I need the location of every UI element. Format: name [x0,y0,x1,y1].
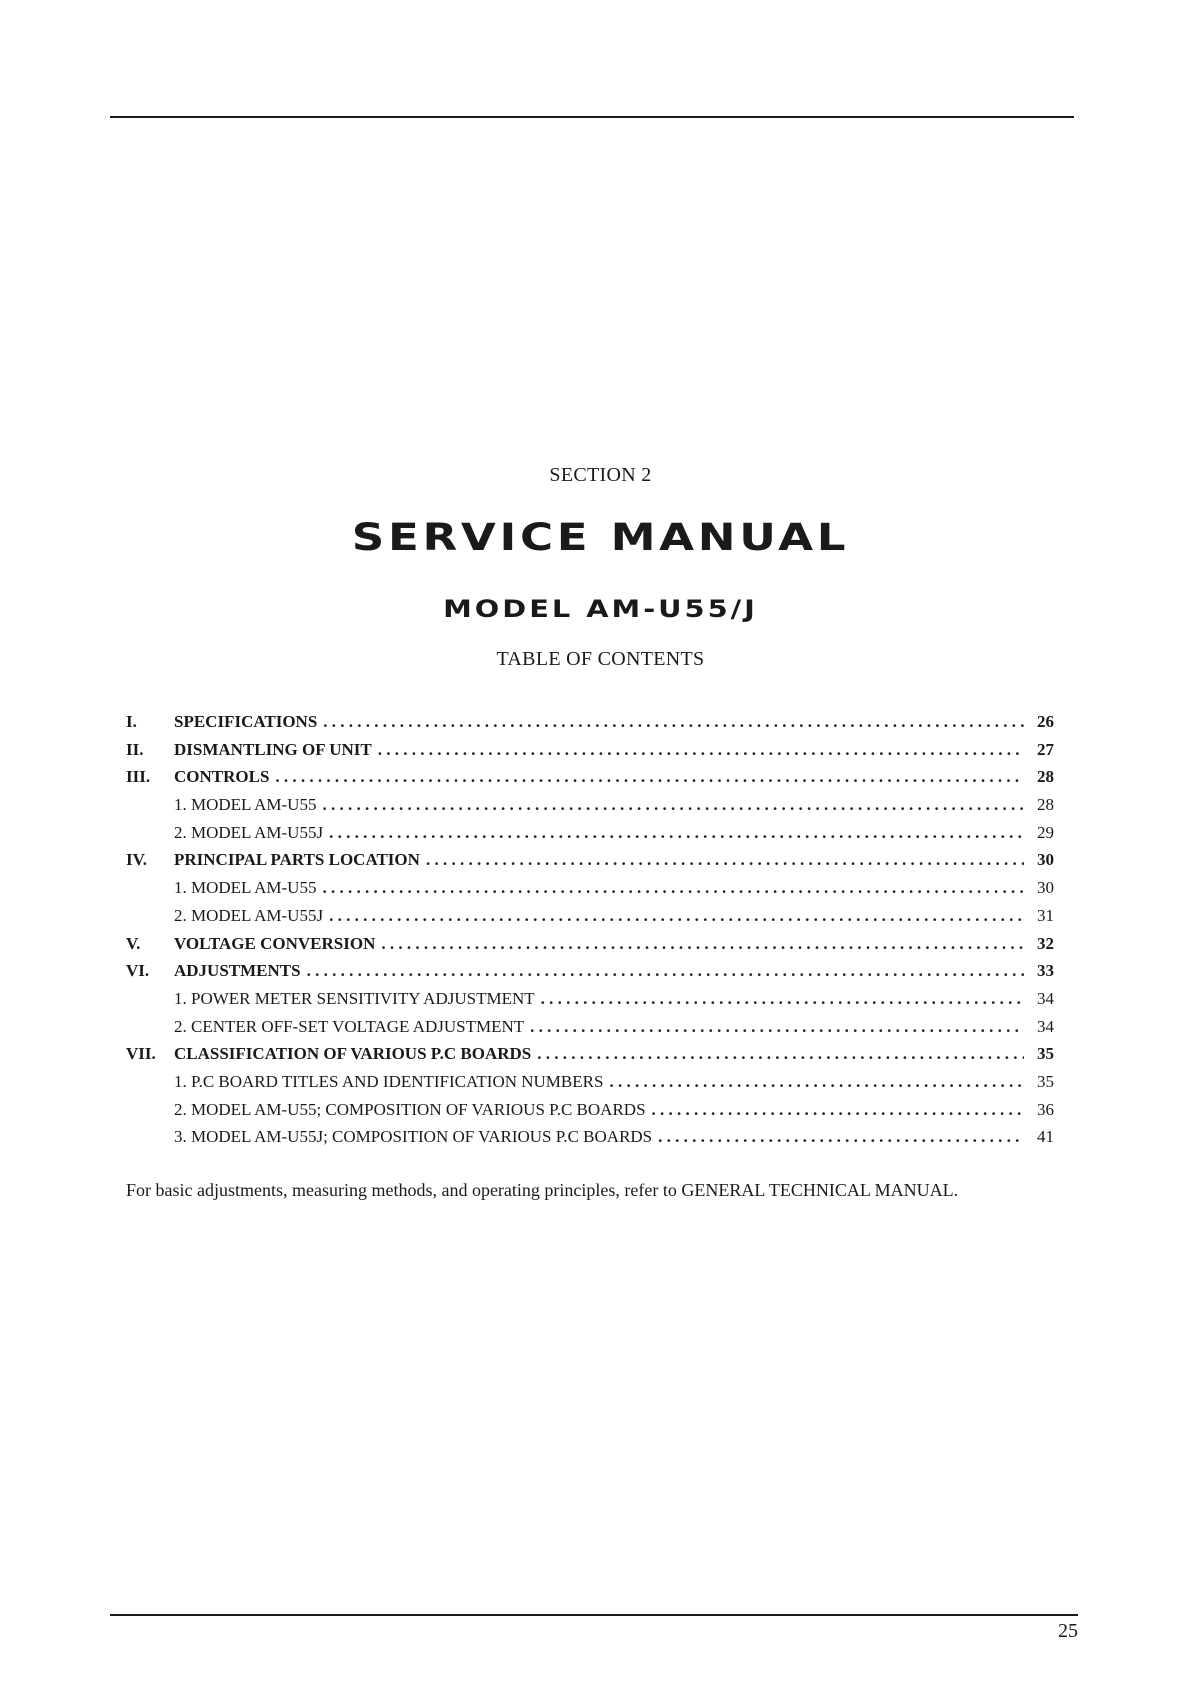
model-title: MODEL AM-U55/J [443,595,758,623]
toc-entry-title: 1. P.C BOARD TITLES AND IDENTIFICATION NUMBERS [174,1071,604,1091]
toc-entry-number: I. [126,712,137,731]
page-title: SERVICE MANUAL [351,516,850,559]
toc-entry-title: VOLTAGE CONVERSION [174,933,376,953]
toc-entry-page: 35 [1037,1044,1054,1064]
toc-dot-leader [323,708,1024,736]
toc-entry-page: 28 [1037,767,1054,787]
toc-entry-title: 1. MODEL AM-U55 [174,795,317,815]
toc-entry-title: 2. CENTER OFF-SET VOLTAGE ADJUSTMENT [174,1016,525,1036]
toc-dot-leader [426,846,1024,874]
toc-entry [126,1040,1054,1068]
toc-dot-leader [609,1068,1024,1096]
table-of-contents [126,708,1054,1151]
top-rule [110,116,1074,118]
toc-dot-leader [537,1040,1024,1068]
toc-entry [126,985,1054,1013]
toc-entry [126,1096,1054,1124]
toc-entry-page: 32 [1037,933,1054,953]
toc-entry-number: VII. [126,1044,156,1064]
toc-dot-leader [541,985,1024,1013]
toc-entry-title: CONTROLS [174,767,270,787]
toc-dot-leader [378,736,1024,764]
toc-entry [126,957,1054,985]
toc-entry [126,819,1054,847]
toc-entry [126,902,1054,930]
toc-entry [126,846,1054,874]
toc-entry-page: 30 [1037,878,1054,898]
toc-entry [126,791,1054,819]
toc-entry-number: V. [126,933,141,953]
toc-entry-number: III. [126,767,151,787]
toc-entry-title: PRINCIPAL PARTS LOCATION [174,850,420,870]
toc-entry-page: 31 [1037,905,1054,925]
toc-dot-leader [381,930,1024,958]
toc-entry [126,1068,1054,1096]
toc-entry-page: 26 [1037,712,1054,731]
toc-entry-number: II. [126,739,144,759]
toc-entry-title: 3. MODEL AM-U55J; COMPOSITION OF VARIOUS P.C BOARDS [174,1127,653,1147]
toc-dot-leader [275,763,1024,791]
toc-entry-number: IV. [126,850,147,870]
toc-entry-title: 1. MODEL AM-U55 [174,878,317,898]
toc-entry-page: 27 [1037,739,1054,759]
toc-entry [126,763,1054,791]
toc-entry-page: 30 [1037,850,1054,870]
toc-dot-leader [658,1123,1024,1151]
toc-entry-title: 1. POWER METER SENSITIVITY ADJUSTMENT [174,988,535,1008]
toc-entry-title: 2. MODEL AM-U55; COMPOSITION OF VARIOUS P.C BOARDS [174,1099,646,1119]
toc-entry-page: 28 [1037,795,1054,815]
reference-note: For basic adjustments, measuring methods, and operating principles, refer to GENERAL TECHNICAL MANUAL. [126,1180,959,1200]
toc-heading: TABLE OF CONTENTS [496,648,705,670]
toc-entry-page: 29 [1037,822,1054,842]
section-label: SECTION 2 [549,464,652,486]
toc-dot-leader [652,1096,1024,1124]
toc-entry [126,874,1054,902]
toc-dot-leader [329,819,1024,847]
toc-entry-title: DISMANTLING OF UNIT [174,739,372,759]
toc-entry-page: 36 [1037,1099,1054,1119]
toc-entry-title: 2. MODEL AM-U55J [174,905,324,925]
toc-dot-leader [322,791,1024,819]
toc-entry [126,708,1054,736]
toc-entry [126,1123,1054,1151]
toc-dot-leader [530,1013,1024,1041]
toc-entry-title: ADJUSTMENTS [174,961,301,981]
toc-entry-page: 34 [1037,1016,1054,1036]
toc-dot-leader [307,957,1024,985]
toc-entry [126,1013,1054,1041]
toc-entry-title: CLASSIFICATION OF VARIOUS P.C BOARDS [174,1044,532,1064]
toc-entry-number: VI. [126,961,150,981]
toc-entry [126,736,1054,764]
toc-entry [126,930,1054,958]
toc-dot-leader [329,902,1024,930]
toc-dot-leader [322,874,1024,902]
toc-entry-page: 33 [1037,961,1054,981]
toc-entry-page: 34 [1037,988,1054,1008]
toc-entry-page: 35 [1037,1071,1054,1091]
toc-entry-title: SPECIFICATIONS [174,712,318,731]
toc-entry-page: 41 [1037,1127,1054,1147]
toc-entry-title: 2. MODEL AM-U55J [174,822,324,842]
bottom-rule [110,1614,1078,1616]
page-number: 25 [1058,1620,1078,1642]
